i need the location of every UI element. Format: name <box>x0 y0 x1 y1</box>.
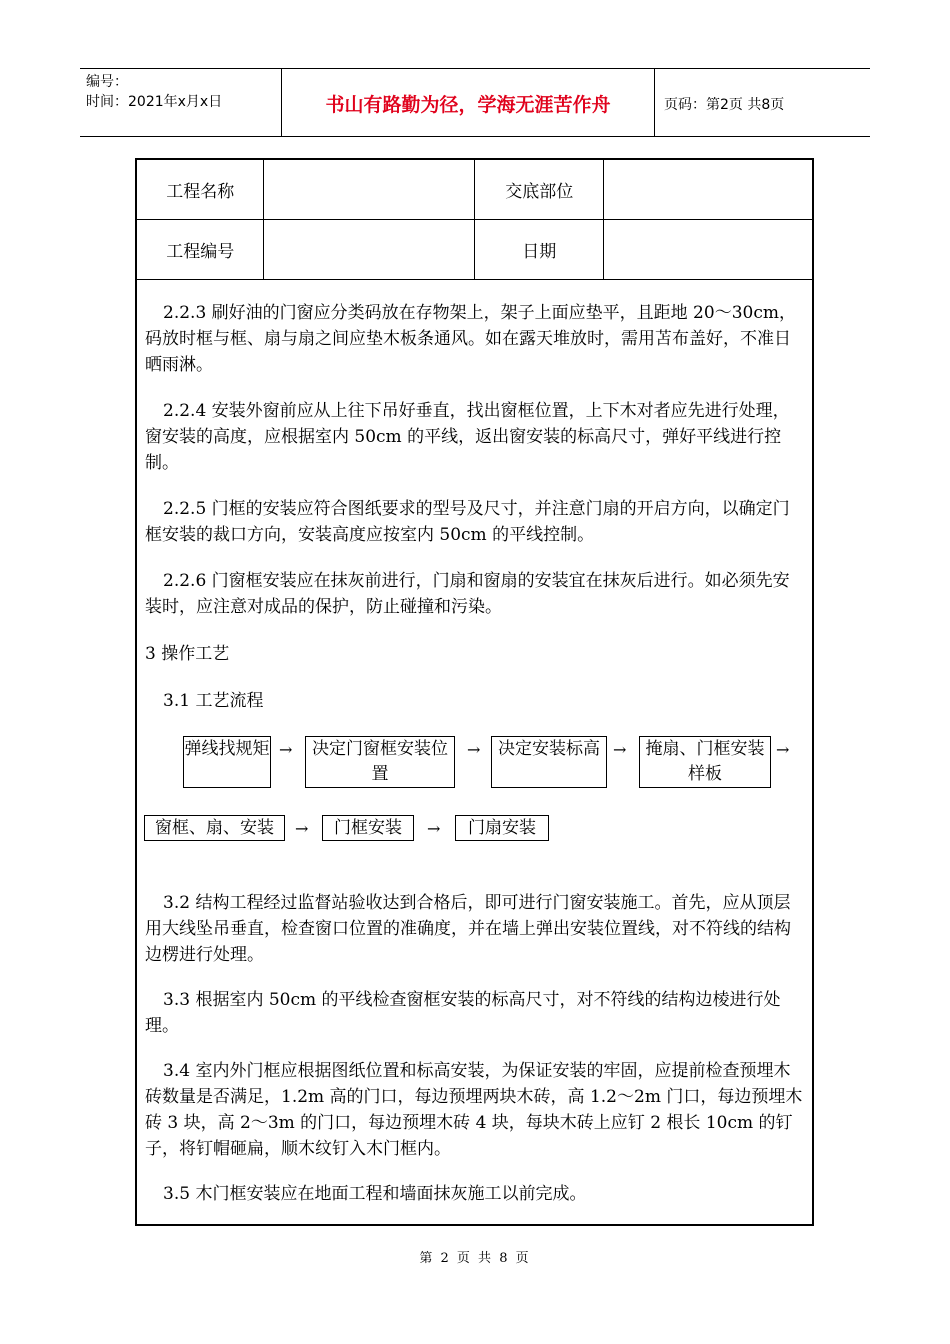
flow-arrow-4: → <box>776 740 790 759</box>
number-label: 编号： <box>86 74 128 90</box>
document-frame <box>135 158 814 1226</box>
paragraph-3-4: 3.4 室内外门框应根据图纸位置和标高安装，为保证安装的牢固，应提前检查预埋木砖数量是否满足，1.2m 高的门口，每边预埋两块木砖，高 1.2～2m 门口，每边预埋木砖 3 块，高 2～3m 的门口，每边预埋木砖 4 块，每块木砖上应钉 2 根长 10cm 的钉子，将钉帽砸扁，顺木纹钉入木门框内。 <box>145 1061 803 1159</box>
flow-arrow-3: → <box>613 740 627 759</box>
handover-part-value <box>603 160 812 220</box>
date-label: 日期 <box>475 220 603 280</box>
flow-arrow-1: → <box>279 740 293 759</box>
header-bottom-rule <box>80 136 870 137</box>
section-3-1-heading: 3.1 工艺流程 <box>163 691 264 711</box>
date-value <box>603 220 812 280</box>
header-top-rule <box>80 68 870 69</box>
paragraph-2-2-5: 2.2.5 门框的安装应符合图纸要求的型号及尺寸，并注意门扇的开启方向，以确定门框安装的裁口方向，安装高度应按室内 50cm 的平线控制。 <box>145 499 790 545</box>
paragraph-2-2-6: 2.2.6 门窗框安装应在抹灰前进行，门扇和窗扇的安装宜在抹灰后进行。如必须先安装时，应注意对成品的保护，防止碰撞和污染。 <box>145 571 790 617</box>
flow-step-6: 门框安装 <box>322 815 414 841</box>
project-name-value <box>264 160 475 220</box>
flow-step-2: 决定门窗框安装位置 <box>305 736 455 788</box>
header-page-label: 页码：第2页 共8页 <box>664 97 785 113</box>
flow-arrow-2: → <box>467 740 481 759</box>
flow-step-1: 弹线找规矩 <box>183 736 271 788</box>
header-meta <box>86 72 222 112</box>
paragraph-2-2-3: 2.2.3 刷好油的门窗应分类码放在存物架上，架子上面应垫平，且距地 20～30cm，码放时框与框、扇与扇之间应垫木板条通风。如在露天堆放时，需用苫布盖好，不准日晒雨淋。 <box>145 303 796 375</box>
flow-step-3: 决定安装标高 <box>491 736 607 788</box>
header-motto: 书山有路勤为径，学海无涯苦作舟 <box>325 94 611 116</box>
handover-part-label: 交底部位 <box>475 160 603 220</box>
paragraph-3-3: 3.3 根据室内 50cm 的平线检查窗框安装的标高尺寸，对不符线的结构边棱进行处理。 <box>145 990 781 1036</box>
page-footer: 第 2 页 共 8 页 <box>419 1251 531 1266</box>
flow-step-5: 窗框、扇、安装 <box>144 815 285 841</box>
project-number-label: 工程编号 <box>137 220 264 280</box>
paragraph-3-2: 3.2 结构工程经过监督站验收达到合格后，即可进行门窗安装施工。首先，应从顶层用大线坠吊垂直，检查窗口位置的准确度，并在墙上弹出安装位置线，对不符线的结构边楞进行处理。 <box>145 893 791 965</box>
flow-arrow-6: → <box>427 819 441 838</box>
flow-step-7: 门扇安装 <box>455 815 549 841</box>
time-label: 时间：2021年x月x日 <box>86 94 223 110</box>
project-number-value <box>264 220 475 280</box>
project-name-label: 工程名称 <box>137 160 264 220</box>
flow-step-4: 掩扇、门框安装样板 <box>639 736 771 788</box>
paragraph-2-2-4: 2.2.4 安装外窗前应从上往下吊好垂直，找出窗框位置，上下木对者应先进行处理，窗安装的高度，应根据室内 50cm 的平线，返出窗安装的标高尺寸，弹好平线进行控制。 <box>145 401 790 473</box>
project-info-table <box>137 160 812 280</box>
paragraph-3-5: 3.5 木门框安装应在地面工程和墙面抹灰施工以前完成。 <box>163 1184 587 1204</box>
flow-arrow-5: → <box>295 819 309 838</box>
section-3-heading: 3 操作工艺 <box>145 644 230 664</box>
header-divider-right <box>654 68 655 136</box>
